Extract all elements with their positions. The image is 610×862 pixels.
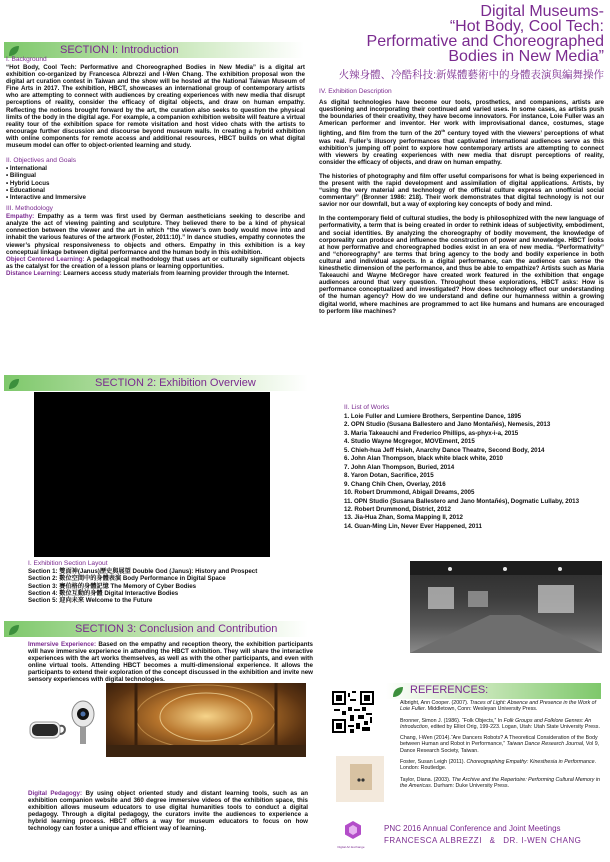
reference-item: Taylor, Diana. (2003). The Archive and the Repertoire: Performing Cultural Memory in the Americas. Durham: Duke University Press. (400, 776, 601, 789)
list-item: 9. Chang Chih Chen, Overlay, 2016 (344, 480, 446, 488)
references-title: REFERENCES: (410, 684, 489, 696)
methodology-distance-learning: Distance Learning: Learners access study materials from learning provider through the Internet. (6, 269, 289, 277)
digital-pedagogy: Digital Pedagogy: By using object oriented study and distant learning tools, such as an exhibition companion website and 360 degree immersive videos of the exhibition space, this exhibition allows museum educators to use digital humanities tools to conduct a digital pedagogy. Through a digital pedagogy, the curators invite the audiences to experience a hybrid learning process. HBCT offers a way for museum educators to focus on how technology can foster a unique and efficient way of learning. (28, 790, 308, 833)
vr-headset-image (28, 712, 68, 744)
list-item: • Bilingual (6, 172, 305, 179)
author-2: DR. I-WEN CHANG (503, 836, 582, 845)
list-item: 12. Robert Drummond, District, 2012 (344, 505, 451, 513)
list-item: Section 2: 數位空間中的身體表演 Body Performance in Digital Space (28, 575, 226, 583)
list-item: 5. Chieh-hua Jeff Hsieh, Anarchy Dance Theatre, Second Body, 2014 (344, 446, 545, 454)
list-item: Section 3: 賽伯格的身體記憶 The Memory of Cyber Bodies (28, 582, 197, 590)
list-item: 2. OPN Studio (Susana Ballestero and Jano Montañés), Nemesis, 2013 (344, 421, 551, 429)
exhibition-description-heading: IV. Exhibition Description (319, 88, 392, 95)
list-item: • International (6, 165, 305, 172)
qr-code[interactable] (332, 691, 374, 733)
description-para-3: In the contemporary field of cultural studies, the body is philosophized with the new language of performativity, a term that is being created in order to rethink ideas of subjectivity, embodiment, and social identities. By analyzing the choreography of bodily movement, the knowledge of corporeality can produce and influence the construction of power and knowledge. HBCT looks at how performative and choreographed bodies exist in an era of new media. “Performativity” and “choreography” are terms that bring agency to the body and bodily experience in both cultural and individual aspects. In a digital performance, can the audience can sense the kinesthetic dimension of the performance, and thus be able to empathize? Artists such as Maria Takeauchi and Wayne McGregor have created work featured in the exhibition that engage audiences around that very question. Throughout these explorations, HBCT asks: How is performance conceptualized and investigated? How does technology effect our understanding of the human agency? How do we understand and define our humanness within a growing digital world, where machines are programmed to act like humans and humans are encouraged to perform like machines? (319, 215, 604, 315)
chinese-title: 火辣身體、冷酷科技:新媒體藝術中的身體表演與編舞操作 (338, 69, 604, 81)
title-line-4: Bodies in New Media” (448, 48, 604, 65)
panorama-photo (106, 683, 306, 757)
objectives-list (6, 165, 305, 201)
objectives-heading: II. Objectives and Goals (6, 157, 77, 165)
360-camera-image (70, 700, 96, 746)
list-item: • Hybrid Locus (6, 180, 305, 187)
list-item: 4. Studio Wayne Mcgregor, MOVEment, 2015 (344, 438, 475, 446)
methodology-object-learning: Object Centered Learning: A pedagogical methodology that uses art or culturally significant objects as the catalyst for the creation of a lesson plans or learning opportunities. (6, 255, 306, 270)
reference-item: Chang, I-Wen (2014).“Are Dancers Robots? A Theoretical Consideration of the Body between Human and Robot in Performance,” Taiwan Dance Research Journal, Vol 9, Dance Research Society, Taiwan. (400, 735, 600, 754)
conference-name: PNC 2016 Annual Conference and Joint Meetings (384, 824, 561, 833)
logo-caption: Digital Art Exchange (337, 845, 365, 849)
reference-item: Albright, Ann Cooper. (2007). Traces of Light: Absence and Presence in the Work of Loie Fuller. Middletown, Conn: Wesleyan University Press. (400, 700, 597, 713)
distance-learning-label: Distance Learning: (6, 269, 62, 277)
list-item: Section 1: 雙面神(Janus)歷史與展望 Double God (Janus): History and Prospect (28, 568, 258, 575)
references-list (400, 700, 604, 789)
title-line-1: Digital Museums- (480, 3, 604, 20)
layout-heading: I. Exhibition Section Layout (28, 560, 108, 567)
immersive-experience: Immersive Experience: Based on the empathy and reception theory, the exhibition participants will have immersive experience in attending the HBCT exhibition. They will share the interactive experiences with the art works themselves, as well as with the other participants, and even with online virtual tools. Attending HBCT becomes a multi-dimensional experience. It allows the participants to extend their exploration of the concept discussed in the exhibition and invite new sensory experiences with digital technologies. (28, 641, 313, 684)
immersive-label: Immersive Experience: (28, 641, 97, 648)
reference-item: Bronner, Simon J. (1986). “Folk Objects,” In Folk Groups and Folklore Genres: An Introduction, edited by Elliot Orig, 199-223. Logan, Utah: Utah State University Press. (400, 717, 600, 730)
description-para-2: The histories of photography and film offer useful comparisons for what is being experienced in the present with the rapid development and assimilation of digital applications. Artists, by “using the very material and technology of the official culture express an unofficial social commentary” (Bronner 1986: 218). Their work demonstrates that digital technology is not our savior nor our downfall, but a way of exploring key concepts of body and mind. (319, 172, 604, 209)
gallery-photo (410, 561, 602, 653)
footer-logo (337, 820, 366, 854)
section3-title: SECTION 3: Conclusion and Contribution (75, 623, 278, 635)
list-item: 1. Loie Fuller and Lumiere Brothers, Serpentine Dance, 1895 (344, 413, 522, 420)
hexagon-logo-icon (343, 820, 363, 840)
leaf-icon (8, 623, 20, 641)
list-item: 13. Jia-Hua Zhan, Soma Mapping II, 2012 (344, 514, 463, 522)
author-1: FRANCESCA ALBREZZI (384, 836, 482, 845)
section2-title: SECTION 2: Exhibition Overview (95, 377, 256, 389)
poster-title (304, 4, 604, 64)
description-para-1: As digital technologies have become our tools, prosthetics, and companions, artists are questioning and incorporating their continued and varied uses. In some cases, as artists push the boundaries of their creativity, they have become innovators. For instance, Loie Fuller was an American performer and inventor. Her work with improvisational dance, costumes, stage lighting, and film from the turn of the 20th century toyed with the viewers’ perceptions of what was real. Fuller’s illusory performances that captivated international audiences serve as this exhibition’s jumping off point to explore how contemporary artists are attempting to connect with viewers by creating experiences with new media that disrupt perceptions of reality, consider the efficacy of objects, and draw on human empathy. (319, 99, 604, 166)
pedagogy-label: Digital Pedagogy: (28, 790, 83, 797)
background-heading: I. Background (6, 56, 47, 63)
list-item: Section 4: 數位互動的身體 Digital Interactive Bodies (28, 589, 179, 597)
list-item: 8. Yaron Dotan, Sacrifice, 2015 (344, 472, 434, 480)
reference-item: Foster, Susan Leigh (2011). Choreographing Empathy: Kinesthesia in Performance. London: Routledge. (400, 759, 597, 772)
exhibition-video[interactable] (34, 392, 270, 557)
methodology-empathy: Empathy: Empathy as a term was first used by German aestheticians seeking to describe and analyze the act of viewing painting and sculpture. They believed there to be a kind of physical connection between the viewer and the art in which “the viewer’s own body would move into and inhabit the various features of the artwork (Foster, 2011:10).” In dance studies, empathy connotes the viewer’s physical responsiveness to objects and others. Empathy in this exhibition is a key conceptual linkage between digital performance and the human body in this exhibition. (6, 213, 305, 256)
list-item: 3. Maria Takeauchi and Frederico Phillips, as-phyx-i-a, 2015 (344, 429, 519, 437)
list-item: 14. Guan-Ming Lin, Never Ever Happened, 2011 (344, 522, 482, 530)
leaf-icon (8, 377, 20, 395)
object-learning-label: Object Centered Learning: (6, 255, 85, 263)
empathy-label: Empathy: (6, 213, 35, 221)
list-item: • Interactive and Immersive (6, 194, 305, 201)
list-item: 11. OPN Studio (Susana Ballestero and Jano Montañés), Dogmatic Lullaby, 2013 (344, 497, 580, 505)
list-item: 6. John Alan Thompson, black white black white, 2010 (344, 455, 503, 463)
authors (384, 836, 581, 845)
methodology-heading: III. Methodology (6, 205, 53, 213)
layout-list (28, 568, 313, 604)
ampersand: & (489, 836, 496, 845)
title-line-3: Performative and Choreographed (366, 33, 604, 50)
artwork-photo (336, 756, 384, 802)
works-heading: II. List of Works (344, 404, 390, 411)
list-item: • Educational (6, 187, 305, 194)
title-line-2: “Hot Body, Cool Tech: (449, 18, 604, 35)
works-list (344, 413, 606, 531)
background-text: “Hot Body, Cool Tech: Performative and Choreographed Bodies in New Media” is a digital art exhibition co-organized by Francesca Albrezzi and I-Wen Chang. The exhibition proposal won the digital art curation contest in Taiwan and the show will be hosted at the National Taiwan Museum of Fine Arts in 2017. The exhibition, HBCT, showcases an international group of contemporary artists who are attempting to connect with audiences by creating experiences with new media that disrupt perceptions of reality, consider the efficacy of digital objects, and draw on human empathy. Reflecting the notions brought forward by the art, the curation also seeks to question the physical limits of the body in the digital age. For example, a companion exhibition website will feature a virtual reality tour of the exhibition space for remote visitation and host video chats with the artists to encourage further discussion and discourse beyond museum walls. In creating a hybrid exhibition with online components for remote access and additional resources, HBCT builds on what digital museum model can offer to object-oriented learning and study. (6, 64, 305, 150)
section1-title: SECTION I: Introduction (60, 44, 179, 56)
list-item: 7. John Alan Thompson, Buried, 2014 (344, 463, 455, 471)
list-item: 10. Robert Drummond, Abigail Dreams, 2005 (344, 489, 475, 497)
list-item: Section 5: 迎向未來 Welcome to the Future (28, 597, 153, 605)
